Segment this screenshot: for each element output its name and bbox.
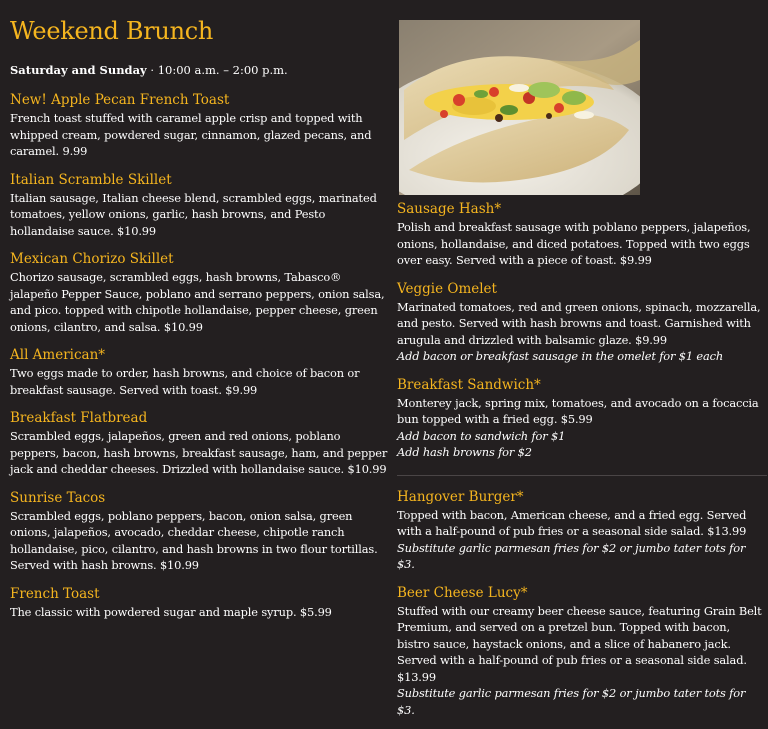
menu-item-name: Sausage Hash*	[397, 201, 502, 217]
menu-item-desc: Topped with bacon, American cheese, and a fried egg. Served with a half-pound of pub fries or a seasonal side salad. $13.99	[397, 507, 747, 538]
menu-item	[10, 409, 390, 478]
hours-time: 10:00 a.m. – 2:00 p.m.	[157, 63, 288, 77]
left-column	[10, 14, 390, 631]
menu-item-name: Sunrise Tacos	[10, 489, 106, 506]
tacos-photo	[399, 20, 640, 195]
menu-item-name: Breakfast Flatbread	[10, 410, 148, 426]
menu-item-note: Add bacon or breakfast sausage in the omelet for $1 each	[397, 349, 724, 363]
menu-item-desc: French toast stuffed with caramel apple crisp and topped with whipped cream, powdered sugar, cinnamon, glazed pecans, and caramel. 9.99	[10, 111, 372, 158]
menu-item-note: Add hash browns for $2	[397, 445, 532, 459]
section-divider	[397, 475, 767, 476]
menu-item	[10, 585, 390, 621]
menu-item-desc: Stuffed with our creamy beer cheese sauce, featuring Grain Belt Premium, and served on a pretzel bun. Topped with bacon, bistro sauce, haystack onions, and a slice of habanero jack. Served with a half-pound of pub fries or a seasonal side salad. $13.99	[397, 603, 762, 684]
menu-item-desc: Monterey jack, spring mix, tomatoes, and avocado on a focaccia bun topped with a fried egg. $5.99	[397, 395, 759, 426]
right-column	[397, 200, 763, 729]
menu-item-name: New! Apple Pecan French Toast	[10, 92, 230, 108]
menu-item-desc: Two eggs made to order, hash browns, and choice of bacon or breakfast sausage. Served with toast. $9.99	[10, 366, 360, 397]
hours-days: Saturday and Sunday	[10, 63, 147, 77]
menu-item-name: Italian Scramble Skillet	[10, 171, 172, 188]
menu-item-note: Add bacon to sandwich for $1	[397, 428, 566, 443]
menu-item-desc: Scrambled eggs, jalapeños, green and red onions, poblano peppers, bacon, hash browns, breakfast sausage, ham, and pepper jack and cheddar cheeses. Drizzled with hollandaise sauce. $10.99	[10, 429, 388, 476]
menu-item	[10, 250, 390, 335]
menu-item-desc: Italian sausage, Italian cheese blend, scrambled eggs, marinated tomatoes, yellow onions, garlic, hash browns, and Pesto hollandaise sauce. $10.99	[10, 190, 377, 238]
menu-item-desc: Polish and breakfast sausage with poblano peppers, jalapeños, onions, hollandaise, and diced potatoes. Topped with two eggs over easy. Served with a piece of toast. $9.99	[397, 220, 751, 267]
menu-item-name: French Toast	[10, 585, 100, 602]
menu-item	[10, 489, 390, 574]
hours-separator: ·	[146, 63, 158, 77]
menu-item-name: All American*	[10, 347, 106, 363]
menu-item-name: Breakfast Sandwich*	[397, 376, 541, 393]
menu-item-name: Mexican Chorizo Skillet	[10, 251, 174, 267]
menu-item	[10, 91, 390, 160]
menu-item	[397, 584, 763, 719]
hours-line	[10, 62, 390, 78]
menu-item-note: Substitute garlic parmesan fries for $2 or jumbo tater tots for $3.	[397, 540, 746, 571]
menu-item-desc: Chorizo sausage, scrambled eggs, hash browns, Tabasco® jalapeño Pepper Sauce, poblano and serrano peppers, onion salsa, and pico. topped with chipotle hollandaise, pepper cheese, green onions, cilantro, and salsa. $10.99	[10, 270, 385, 334]
page-title: Weekend Brunch	[10, 17, 214, 45]
menu-item-name: Veggie Omelet	[397, 280, 497, 297]
menu-item	[397, 280, 763, 365]
menu-item	[10, 171, 390, 240]
menu-item-desc: Scrambled eggs, poblano peppers, bacon, onion salsa, green onions, jalapeños, avocado, cheddar cheese, chipotle ranch hollandaise, pico, cilantro, and hash browns in two flour tortillas. Served with hash browns. $10.99	[10, 508, 378, 572]
menu-item	[10, 346, 390, 398]
menu-item-desc: The classic with powdered sugar and maple syrup. $5.99	[10, 604, 332, 619]
menu-item-name: Beer Cheese Lucy*	[397, 584, 528, 601]
menu-item-desc: Marinated tomatoes, red and green onions, spinach, mozzarella, and pesto. Served with hash browns and toast. Garnished with arugula and drizzled with balsamic glaze. $9.99	[397, 299, 761, 347]
tacos-photo-image	[399, 20, 640, 195]
menu-item-name: Hangover Burger*	[397, 488, 524, 505]
menu-item	[397, 376, 763, 461]
menu-item	[397, 200, 763, 269]
menu-item	[397, 488, 763, 573]
menu-item-note: Substitute garlic parmesan fries for $2 or jumbo tater tots for $3.	[397, 686, 746, 717]
